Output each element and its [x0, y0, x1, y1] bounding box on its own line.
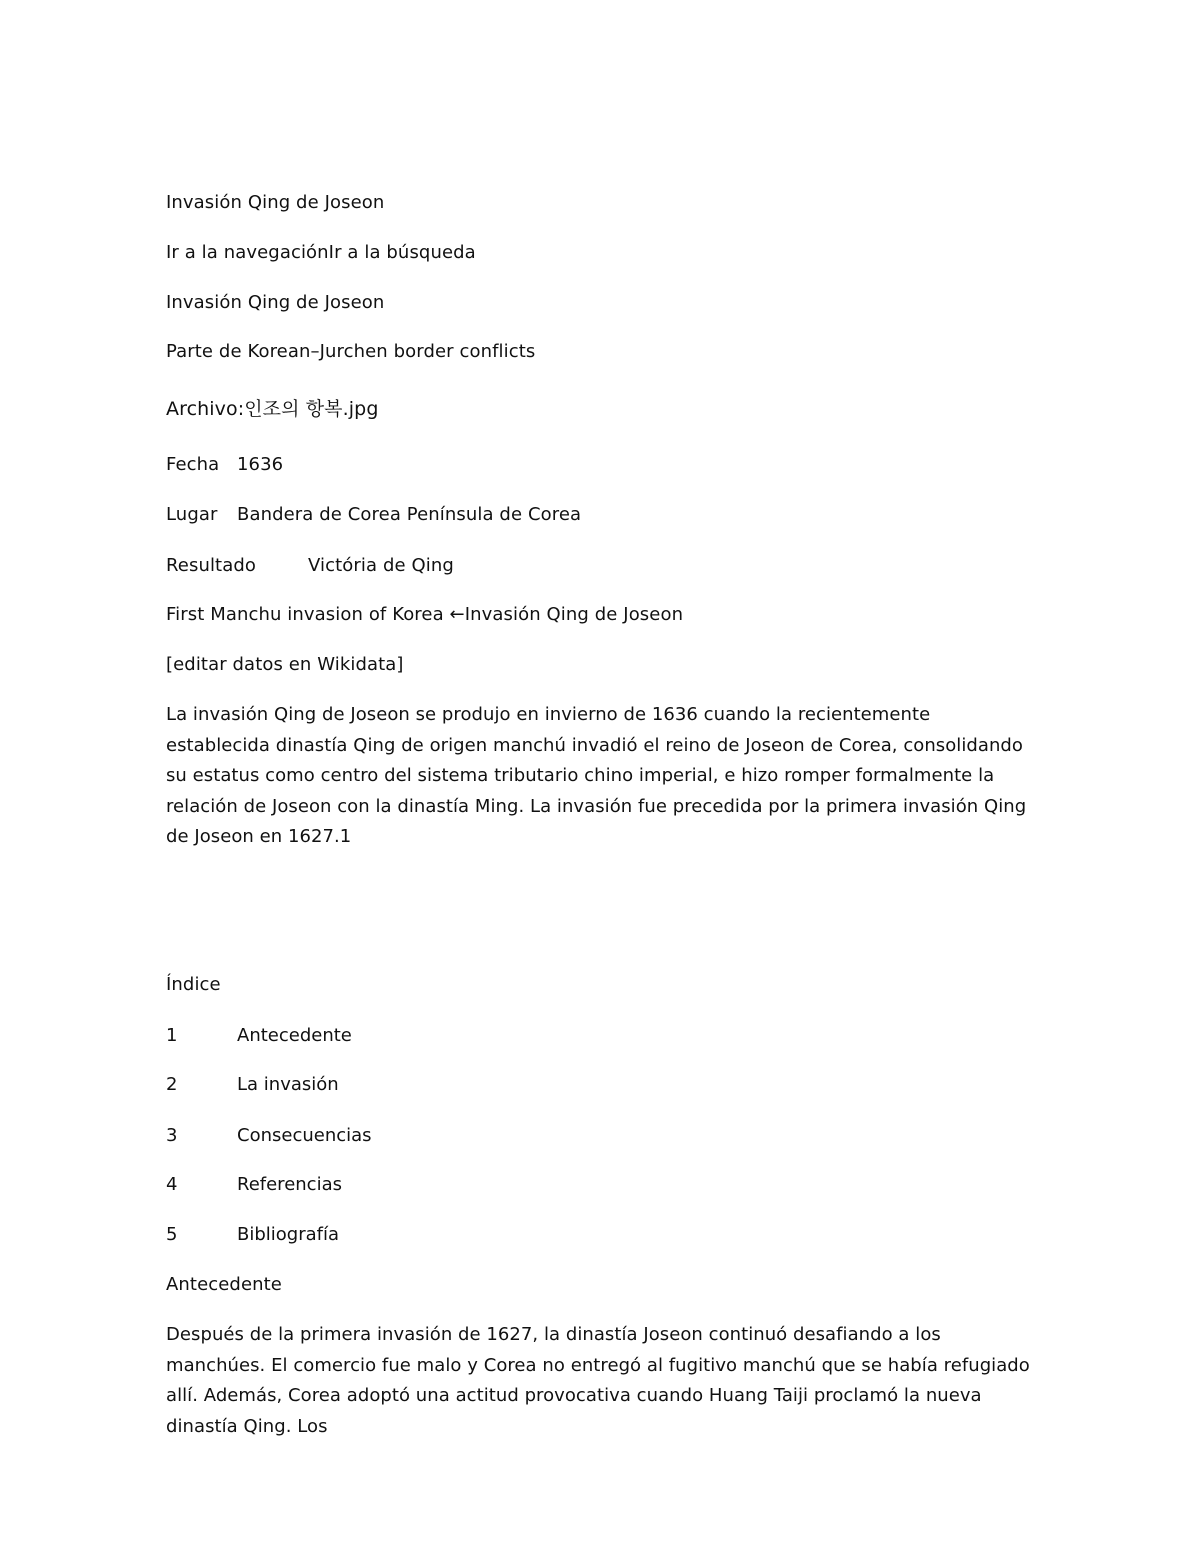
- fact-value: Victória de Qing: [308, 555, 454, 576]
- index-item-number: 3: [166, 1125, 178, 1146]
- index-item-antecedente[interactable]: Antecedente: [237, 1025, 352, 1046]
- index-item-la-invasion[interactable]: La invasión: [237, 1074, 339, 1095]
- part-of-line: Parte de Korean–Jurchen border conflicts: [166, 341, 536, 362]
- fact-row-resultado: [166, 554, 454, 578]
- fact-row-fecha: [166, 453, 284, 477]
- fact-row-lugar: [166, 503, 582, 527]
- index-item-number: 4: [166, 1174, 178, 1195]
- section-heading-antecedente: Antecedente: [166, 1274, 282, 1295]
- fact-value: Bandera de Corea Península de Corea: [237, 504, 582, 525]
- index-item-number: 5: [166, 1224, 178, 1245]
- index-item-number: 2: [166, 1074, 178, 1095]
- index-item-bibliografia[interactable]: Bibliografía: [237, 1224, 340, 1245]
- index-heading: Índice: [166, 974, 221, 995]
- wikidata-link[interactable]: [editar datos en Wikidata]: [166, 654, 404, 675]
- sequence-line: First Manchu invasion of Korea ←Invasión Qing de Joseon: [166, 604, 684, 625]
- index-item-referencias[interactable]: Referencias: [237, 1174, 342, 1195]
- fact-label: Fecha: [166, 454, 220, 475]
- index-item-consecuencias[interactable]: Consecuencias: [237, 1125, 372, 1146]
- fact-label: Lugar: [166, 504, 218, 525]
- fact-label: Resultado: [166, 555, 256, 576]
- intro-paragraph: La invasión Qing de Joseon se produjo en invierno de 1636 cuando la recientemente establecida dinastía Qing de origen manchú invadió el reino de Joseon de Corea, consolidando su estatus como centro del sistema tributario chino imperial, e hizo romper formalmente la relación de Joseon con la dinastía Ming. La invasión fue precedida por la primera invasión Qing de Joseon en 1627.1: [166, 704, 1027, 848]
- infobox-title: Invasión Qing de Joseon: [166, 292, 385, 313]
- antecedente-paragraph: Después de la primera invasión de 1627, la dinastía Joseon continuó desafiando a los manchúes. El comercio fue malo y Corea no entregó al fugitivo manchú que se había refugiado allí. Además, Corea adoptó una actitud provocativa cuando Huang Taiji proclamó la nueva dinastía Qing. Los: [166, 1324, 1030, 1437]
- archivo-file-line[interactable]: Archivo:인조의 항복.jpg: [166, 398, 379, 420]
- document-title: Invasión Qing de Joseon: [166, 192, 385, 213]
- index-item-number: 1: [166, 1025, 178, 1046]
- fact-value: 1636: [237, 454, 284, 475]
- navigation-links[interactable]: Ir a la navegaciónIr a la búsqueda: [166, 242, 476, 263]
